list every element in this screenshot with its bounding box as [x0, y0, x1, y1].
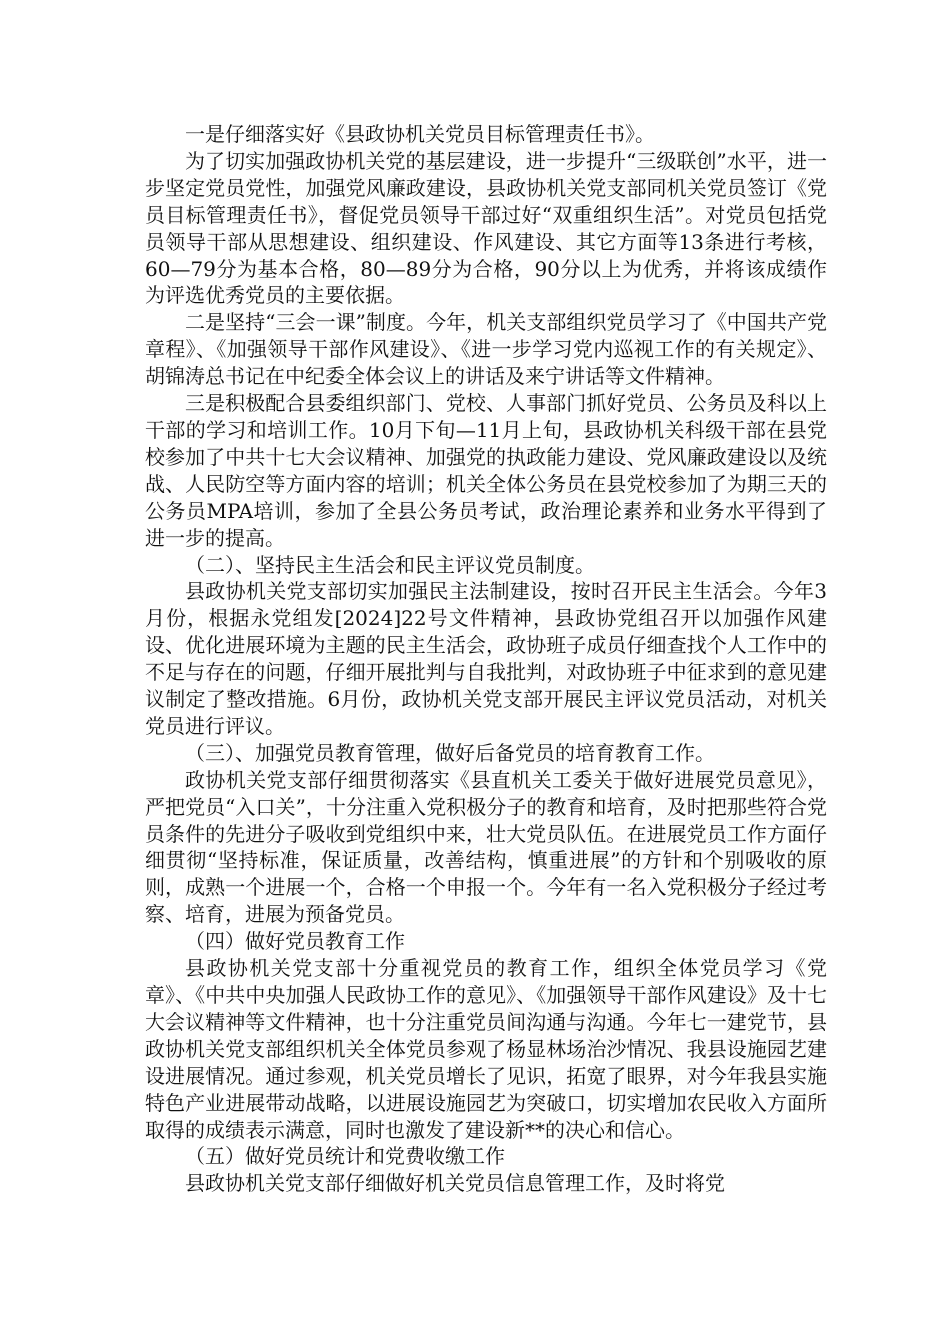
document-page	[145, 121, 827, 1197]
paragraph-member-education: 县政协机关党支部十分重视党员的教育工作，组织全体党员学习《党章》、《中共中央加强人民政协工作的意见》、《加强领导干部作风建设》及十七大会议精神等文件精神，也十分注重党员间沟通与沟通。今年七一建党节，县政协机关党支部组织机关全体党员参观了杨显林场治沙情况、我县设施园艺建设进展情况。通过参观，机关党员增长了见识，拓宽了眼界，对今年我县实施特色产业进展带动战略，以进展设施园艺为突破口，切实增加农民收入方面所取得的成绩表示满意，同时也激发了建设新**的决心和信心。	[145, 956, 827, 1142]
paragraph-member-development: 政协机关党支部仔细贯彻落实《县直机关工委关于做好进展党员意见》，严把党员“入口关”，十分注重入党积极分子的教育和培育，及时把那些符合党员条件的先进分子吸收到党组织中来，壮大党员队伍。在进展党员工作方面仔细贯彻“坚持标准，保证质量，改善结构，慎重进展”的方针和个别吸收的原则，成熟一个进展一个，合格一个申报一个。今年有一名入党积极分子经过考察、培育，进展为预备党员。	[145, 767, 827, 927]
paragraph-target-responsibility: 为了切实加强政协机关党的基层建设，进一步提升“三级联创”水平，进一步坚定党员党性，加强党风廉政建设，县政协机关党支部同机关党员签订《党员目标管理责任书》，督促党员领导干部过好“双重组织生活”。对党员包括党员领导干部从思想建设、组织建设、作风建设、其它方面等13条进行考核， 60—79分为基本合格，80—89分为合格，90分以上为优秀，并将该成绩作为评选优秀党员的主要依据。	[145, 148, 827, 308]
paragraph-task-two: 二是坚持“三会一课”制度。今年，机关支部组织党员学习了《中国共产党章程》、《加强领导干部作风建设》、《进一步学习党内巡视工作的有关规定》、胡锦涛总书记在中纪委全体会议上的讲话及来宁讲话等文件精神。	[145, 310, 827, 389]
section-heading-four: （四）做好党员教育工作	[185, 929, 405, 954]
section-heading-two: （二）、坚持民主生活会和民主评议党员制度。	[185, 552, 595, 577]
paragraph-task-one: 一是仔细落实好《县政协机关党员目标管理责任书》。	[185, 122, 655, 146]
section-heading-five: （五）做好党员统计和党费收缴工作	[185, 1144, 505, 1169]
section-heading-three: （三）、加强党员教育管理，做好后备党员的培育教育工作。	[185, 740, 715, 765]
paragraph-task-three: 三是积极配合县委组织部门、党校、人事部门抓好党员、公务员及科以上干部的学习和培训工作。10月下旬—11月上旬，县政协机关科级干部在县党校参加了中共十七大会议精神、加强党的执政能力建设、党风廉政建设以及统战、人民防空等方面内容的培训；机关全体公务员在县党校参加了为期三天的公务员MPA培训，参加了全县公务员考试，政治理论素养和业务水平得到了进一步的提高。	[145, 391, 827, 550]
paragraph-statistics-dues: 县政协机关党支部仔细做好机关党员信息管理工作，及时将党	[185, 1171, 725, 1196]
paragraph-democratic-life: 县政协机关党支部切实加强民主法制建设，按时召开民主生活会。今年3月份，根据永党组发[2024]22号文件精神，县政协党组召开以加强作风建设、优化进展环境为主题的民主生活会，政协班子成员仔细查找个人工作中的不足与存在的问题，仔细开展批判与自我批判，对政协班子中征求到的意见建议制定了整改措施。6月份，政协机关党支部开展民主评议党员活动，对机关党员进行评议。	[145, 579, 827, 738]
